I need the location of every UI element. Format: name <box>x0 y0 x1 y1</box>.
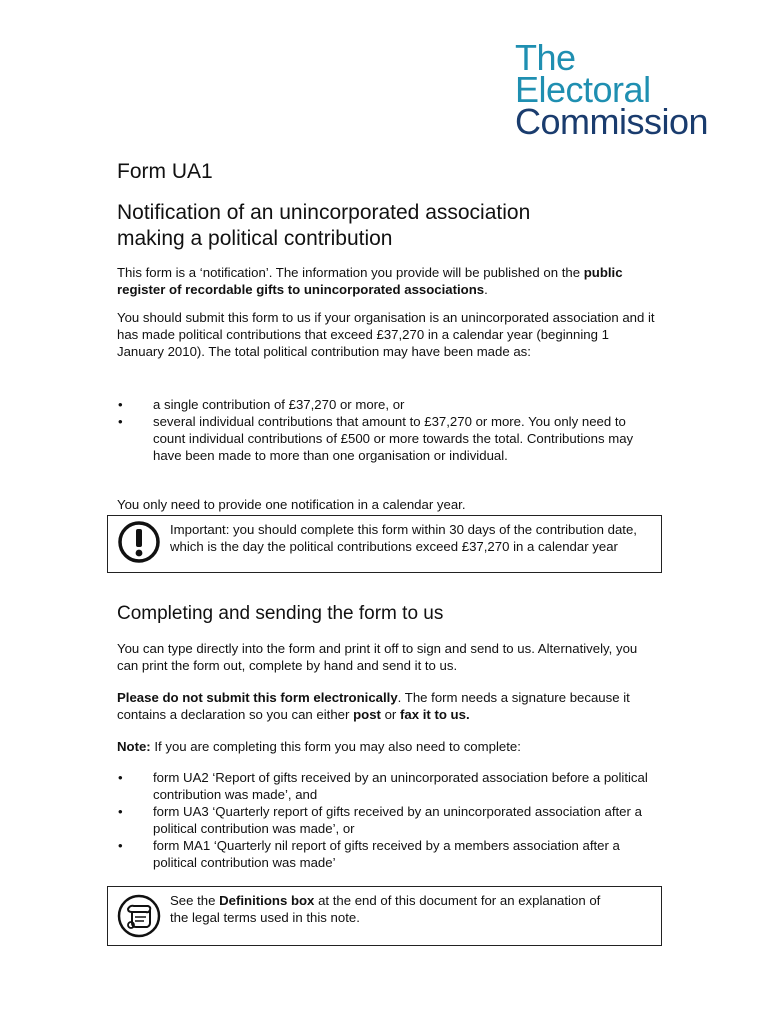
electronic-warning: Please do not submit this form electronically <box>117 690 398 705</box>
logo-line-3: Commission <box>515 101 709 142</box>
intro-paragraph <box>117 264 657 298</box>
definitions-box-label: Definitions box <box>219 893 315 908</box>
electronic-text: . The form needs a signature because it contains a declaration so you can either <box>117 690 630 722</box>
list-item: • form UA3 ‘Quarterly report of gifts received by an unincorporated association after a political contribution was made’, or <box>117 803 657 837</box>
submit-paragraph: You should submit this form to us if your organisation is an unincorporated association and it has made political contributions that exceed £37,270 in a calendar year (beginning 1 January 2010). The total political contribution may have been made as: <box>117 310 655 359</box>
list-item: • several individual contributions that amount to £37,270 or more. You only need to count individual contributions of £500 or more towards the total. Contributions may have been made to more than one organisation or individual. <box>117 413 657 464</box>
contribution-bullet-list <box>117 396 657 464</box>
title-line-2: making a political contribution <box>117 227 393 250</box>
note-text: If you are completing this form you may also need to complete: <box>150 739 521 754</box>
or-text: or <box>384 707 397 722</box>
type-paragraph: You can type directly into the form and print it off to sign and send to us. Alternatively, you can print the form out, complete by hand and send it to us. <box>117 641 638 673</box>
public-register-link-text: public register of recordable gifts to unincorporated associations <box>117 265 623 297</box>
logo-line-2: Electoral <box>515 69 651 110</box>
form-bullet-list <box>117 769 657 871</box>
intro-text: This form is a ‘notification’. The information you provide will be published on the <box>117 265 581 280</box>
important-box <box>107 515 662 573</box>
note-label: Note: <box>117 739 151 754</box>
one-notification-paragraph: You only need to provide one notification in a calendar year. <box>117 497 466 512</box>
page-title <box>117 200 657 252</box>
post-text: post <box>353 707 381 722</box>
important-text: Important: you should complete this form within 30 days of the contribution date, which is the day the political contributions exceed £37,270 in a calendar year <box>170 522 637 554</box>
logo-line-1: The <box>515 37 576 78</box>
list-item: • form MA1 ‘Quarterly nil report of gifts received by a members association after a political contribution was made’ <box>117 837 657 871</box>
electronic-paragraph <box>117 689 657 723</box>
intro-period: . <box>484 282 488 297</box>
list-item: • a single contribution of £37,270 or more, or <box>117 396 657 413</box>
electoral-commission-logo <box>515 37 745 142</box>
note-paragraph <box>117 738 657 755</box>
definitions-text-end: at the end of this document for an explanation of the legal terms used in this note. <box>170 893 601 925</box>
list-item: • form UA2 ‘Report of gifts received by an unincorporated association before a political contribution was made’, and <box>117 769 657 803</box>
definitions-text <box>170 892 610 926</box>
section-heading: Completing and sending the form to us <box>117 603 444 624</box>
exclamation-icon <box>116 519 162 570</box>
form-code: Form UA1 <box>117 160 213 183</box>
title-line-1: Notification of an unincorporated association <box>117 201 531 224</box>
definitions-box <box>107 886 662 946</box>
fax-text: fax it to us. <box>400 707 470 722</box>
definitions-text-start: See the <box>170 893 216 908</box>
scroll-document-icon <box>116 893 162 944</box>
